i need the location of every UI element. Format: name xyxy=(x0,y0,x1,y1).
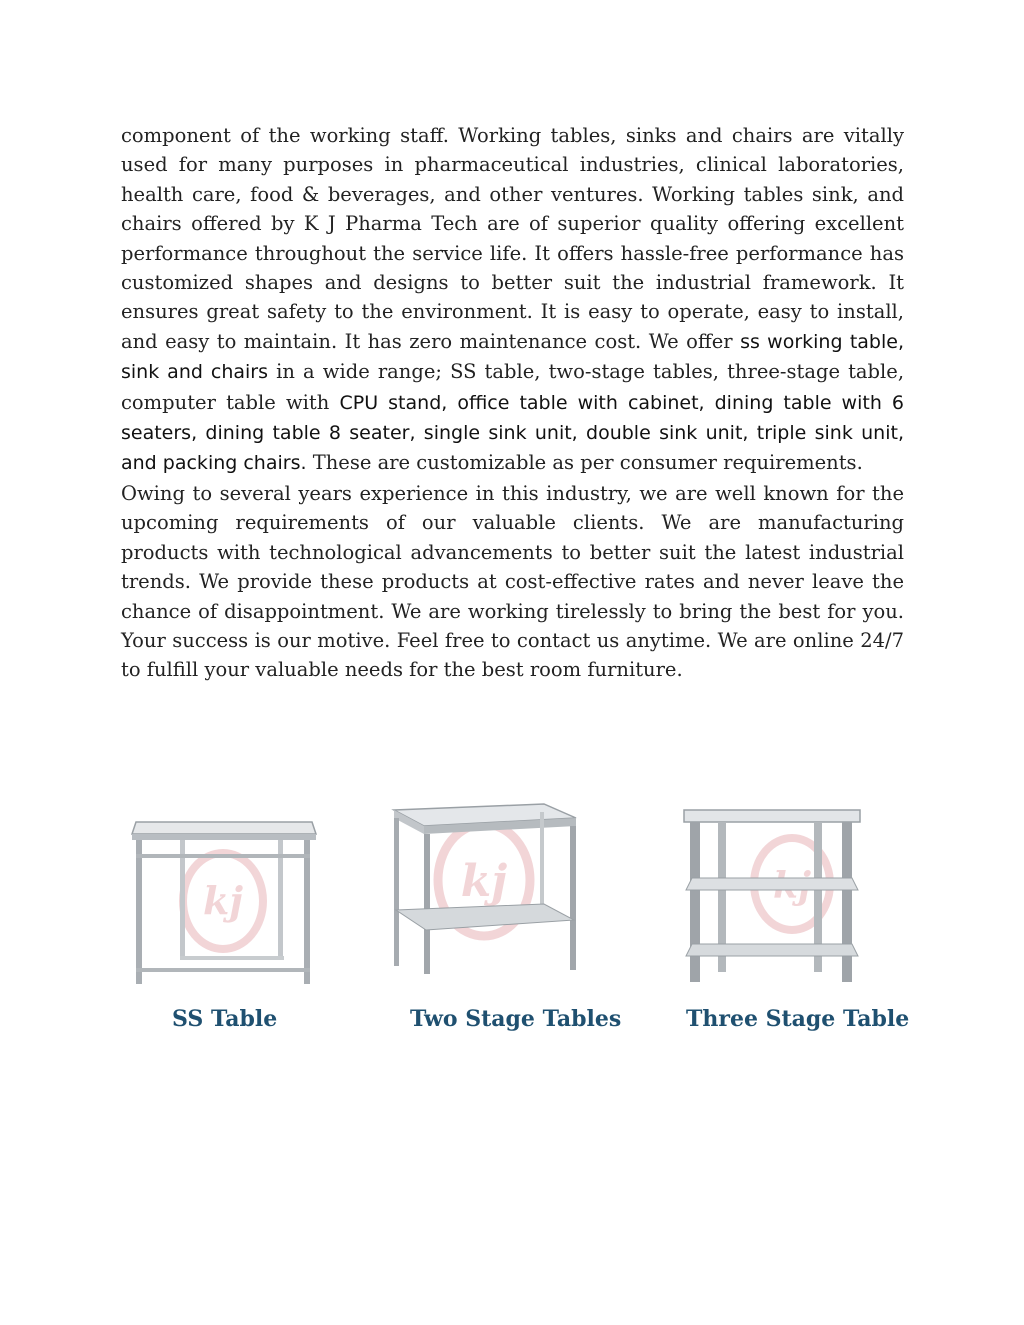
paragraph-1-text-c: These are customizable as per consumer requirements. xyxy=(312,451,863,475)
two-stage-table-image xyxy=(384,800,584,976)
product-images xyxy=(0,800,1024,1000)
svg-text:kj: kj xyxy=(202,878,244,923)
ss-working-table-link[interactable]: ss working table, sink and chairs xyxy=(121,330,904,384)
paragraph-1 xyxy=(121,121,904,479)
three-stage-table-image xyxy=(682,804,864,988)
paragraph-1-text-b: in a wide range; SS table, two-stage tables, three-stage table, computer table with xyxy=(121,360,905,414)
svg-text:kj: kj xyxy=(460,856,508,907)
caption-three-stage-table: Three Stage Table xyxy=(686,1006,910,1032)
paragraph-2: Owing to several years experience in this industry, we are well known for the upcoming requirements of our valuable clients. We are manufacturing products with technological advancements to better suit the latest industrial trends. We provide these products at cost-effective rates and never leave the chance of disappointment. We are working tirelessly to bring the best for you. Your success is our motive. Feel free to contact us anytime. We are online 24/7 to fulfill your valuable needs for the best room furniture. xyxy=(121,481,904,682)
paragraph-1-text-a: component of the working staff. Working tables, sinks and chairs are vitally used for many purposes in pharmaceutical industries, clinical laboratories, health care, food & beverages, and other ventures. Working tables sink, and chairs offered by K J Pharma Tech are of superior quality offering excellent performance throughout the service life. It offers hassle-free performance has customized shapes and designs to better suit the industrial framework. It ensures great safety to the environment. It is easy to operate, easy to install, and easy to maintain. It has zero maintenance cost. We offer xyxy=(121,124,904,353)
caption-ss-table: SS Table xyxy=(172,1006,278,1032)
body-text xyxy=(121,121,904,685)
product-captions xyxy=(0,1006,1024,1040)
caption-two-stage-tables: Two Stage Tables xyxy=(410,1006,622,1032)
ss-table-image xyxy=(128,816,318,988)
watermark-icon xyxy=(183,853,263,949)
product-list-link[interactable]: CPU stand, office table with cabinet, dining table with 6 seaters, dining table 8 seater, single sink unit, double sink unit, triple sink unit, and packing chairs. xyxy=(121,391,904,475)
